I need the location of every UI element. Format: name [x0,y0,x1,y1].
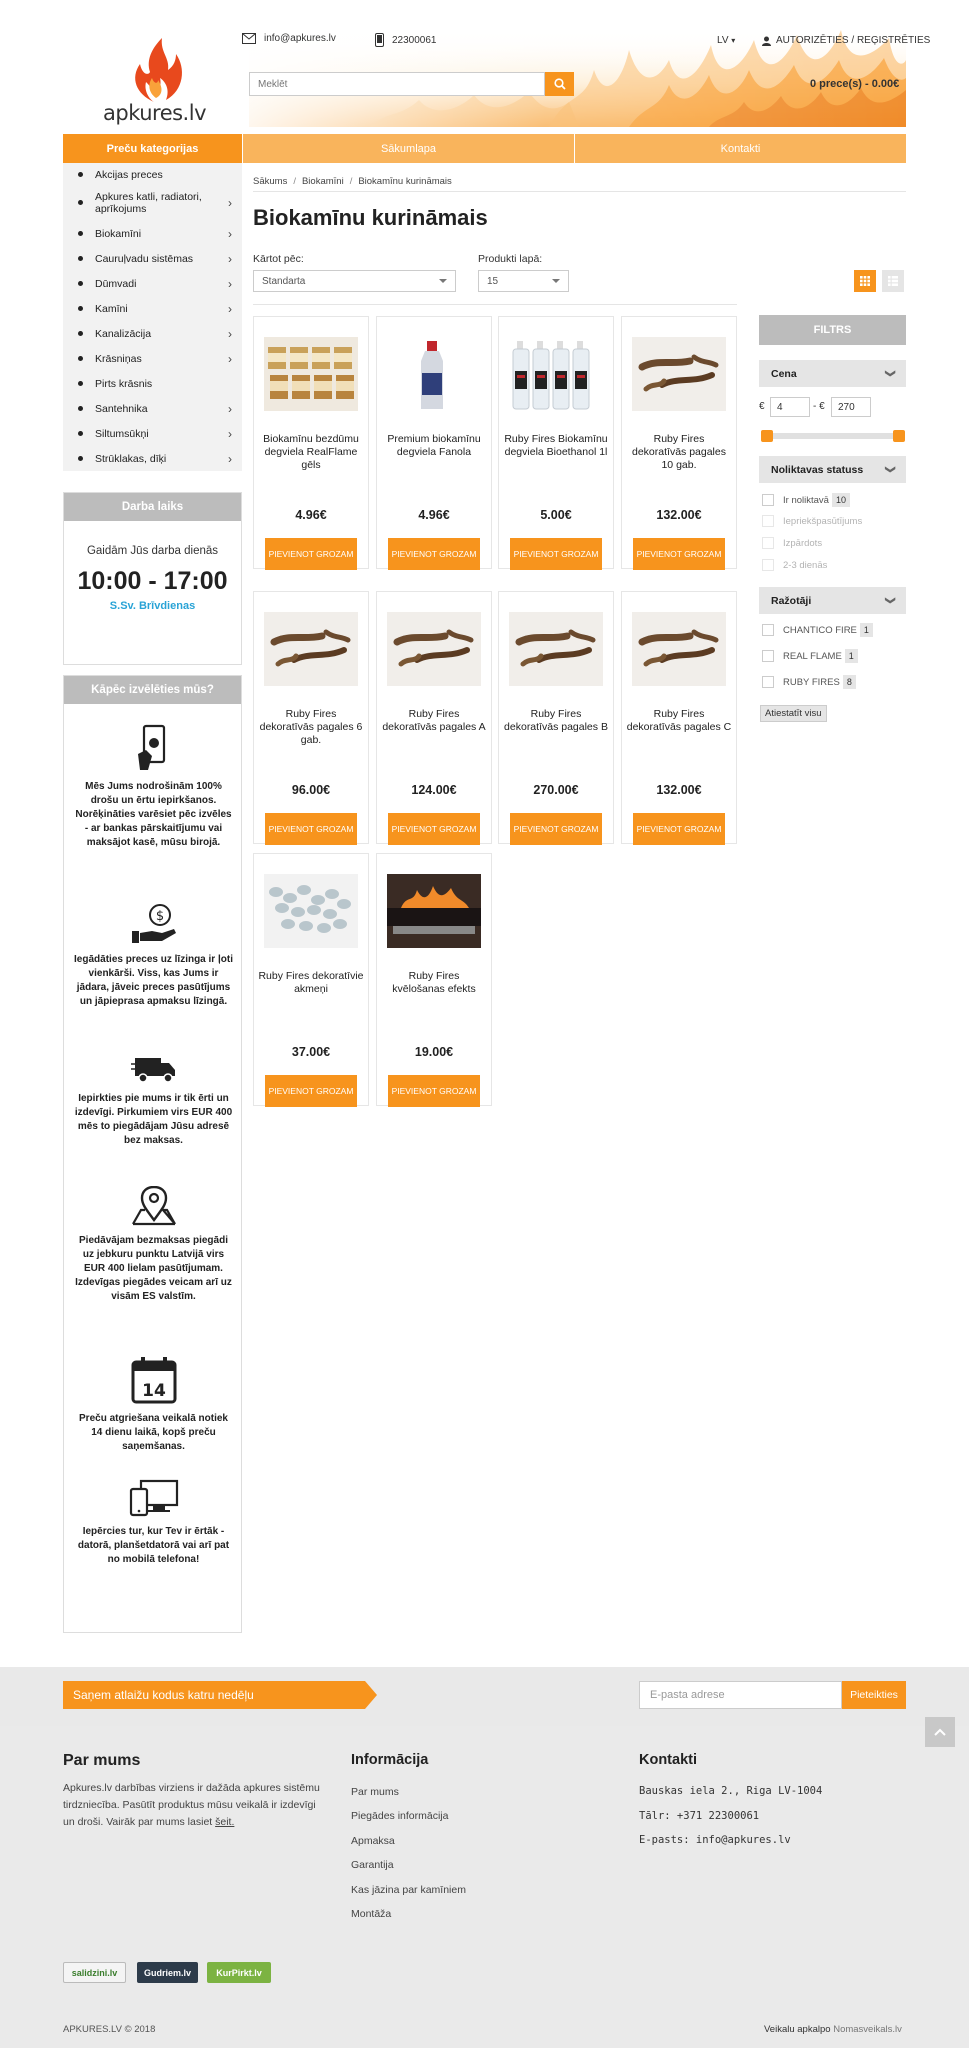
divider [253,191,906,192]
add-to-cart-button[interactable]: PIEVIENOT GROZAM [510,538,602,570]
product-price: 270.00€ [533,783,579,797]
footer [0,1726,969,2048]
filter-stock-label: Noliktavas statuss [771,463,864,476]
footer-about-body: Apkures.lv darbības virziens ir dažāda apkures sistēmu tirdzniecība. Pasūtīt produktus mūsu veikalā ir izdevīgi un droši. Vairāk par mums lasiet [63,1782,320,1828]
product-image[interactable] [264,337,358,411]
user-icon [762,36,771,46]
product-image[interactable] [387,874,481,948]
filter-panel [759,315,906,345]
caret-down-icon [439,279,447,283]
hours-weekend: S.Sv. Brīvdienas [109,600,196,612]
chevron-down-icon: ❯ [884,596,896,605]
breadcrumb [253,176,452,187]
filter-stock-header[interactable] [759,456,906,483]
add-to-cart-button[interactable]: PIEVIENOT GROZAM [388,538,480,570]
product-price: 132.00€ [656,508,702,522]
breadcrumb-separator: / [293,176,296,187]
product-image[interactable] [632,337,726,411]
add-to-cart-button[interactable]: PIEVIENOT GROZAM [633,538,725,570]
footer-phone[interactable]: Tālr: +371 22300061 [639,1810,760,1822]
header-email-text: info@apkures.lv [264,33,336,44]
checkbox [762,559,774,571]
sidebar [63,163,242,471]
add-to-cart-button[interactable]: PIEVIENOT GROZAM [265,538,357,570]
badge-kurpirkt[interactable]: KurPirkt.lv [207,1962,271,1983]
filter-count: 10 [832,493,850,507]
why-item [64,903,243,1009]
product-name[interactable]: Ruby Fires dekoratīvie akmeņi [258,970,364,995]
sidebar-category-label: Siltumsūkņi [95,427,149,440]
sidebar-category-item[interactable] [63,184,242,221]
why-text: Preču atgriešana veikalā notiek 14 dienu laikā, kopš preču saņemšanas. [79,1413,228,1452]
price-slider-track[interactable] [764,433,902,439]
sort-value: Standarta [262,275,306,287]
product-name[interactable]: Ruby Fires dekoratīvās pagales 10 gab. [632,433,726,471]
why-text: Iepērcies tur, kur Tev ir ērtāk - datorā, planšetdatorā vai arī pat no mobilā telefona! [77,1526,230,1565]
envelope-icon [242,33,256,44]
badge-salidzini[interactable]: salidzini.lv [63,1962,126,1983]
add-to-cart-button[interactable]: PIEVIENOT GROZAM [265,1075,357,1107]
filter-maker-option[interactable] [762,623,873,637]
why-item [64,1186,243,1304]
list-icon [888,276,898,286]
filter-stock-option [762,537,822,549]
product-image[interactable] [387,612,481,686]
why-text: Mēs Jums nodrošinām 100% drošu un ērtu iepirkšanos. Norēķināties varēsiet pēc izvēles - ar bankas pārskaitījumu vai maksājot kasē, mūsu birojā. [75,781,232,848]
price-max-input[interactable]: 270 [831,397,871,417]
checkbox[interactable] [762,650,774,662]
calendar-number: 14 [141,1381,166,1401]
chevron-up-icon [934,1728,946,1736]
filter-maker-option[interactable] [762,649,858,663]
footer-address: Bauskas iela 2., Riga LV-1004 [639,1785,823,1797]
footer-info-link[interactable]: Montāža [351,1908,392,1920]
product-card[interactable] [253,316,369,569]
footer-info-link[interactable]: Piegādes informācija [351,1810,449,1823]
product-name[interactable]: Ruby Fires dekoratīvās pagales B [504,708,608,733]
product-card[interactable] [376,853,492,1106]
badge-gudriem[interactable]: Gudriem.lv [137,1962,198,1983]
flame-logo-icon [96,34,212,104]
sidebar-category-item[interactable] [63,371,242,396]
product-card[interactable] [621,591,737,844]
product-name[interactable]: Ruby Fires dekoratīvās pagales C [626,708,732,733]
mobile-phone-icon [375,33,384,47]
sidebar-category-label: Krāsniņas [95,352,142,365]
filter-count: 1 [845,649,858,663]
filter-price-section [759,360,906,387]
per-page-label: Produkti lapā: [478,253,543,265]
product-price: 4.96€ [418,508,450,522]
checkbox [762,537,774,549]
filter-stock-label: Iepriekšpasūtījums [783,515,863,527]
footer-about-link[interactable]: šeit. [215,1816,235,1828]
money-hand-icon [130,903,178,945]
footer-powered-label: Veikalu apkalpo [764,2024,831,2035]
caret-down-icon [552,279,560,283]
sidebar-category-label: Akcijas preces [95,168,163,181]
sidebar-category-item[interactable] [63,396,242,421]
why-item [64,1356,243,1454]
map-pin-icon [131,1186,177,1226]
chevron-right-icon: › [228,226,232,241]
grid-view-button[interactable] [854,270,876,292]
filter-price-header[interactable] [759,360,906,387]
product-name[interactable]: Ruby Fires dekoratīvās pagales 6 gab. [259,708,363,746]
filter-reset-button[interactable]: Atiestatīt visu [760,705,827,722]
sidebar-category-label: Cauruļvadu sistēmas [95,252,194,265]
search-button[interactable] [545,72,574,96]
product-price: 132.00€ [656,783,702,797]
product-card[interactable] [621,316,737,569]
filter-maker-label: REAL FLAME [783,650,842,662]
footer-copyright: APKURES.LV © 2018 [63,2024,156,2035]
language-selector[interactable] [717,35,735,46]
per-page-select[interactable] [478,270,569,292]
add-to-cart-button[interactable]: PIEVIENOT GROZAM [388,813,480,845]
product-name[interactable]: Biokamīnu bezdūmu degviela RealFlame gēls [263,433,359,471]
sidebar-category-item[interactable] [63,296,242,321]
breadcrumb-separator: / [349,176,353,187]
truck-icon [131,1056,177,1084]
nav-categories[interactable]: Preču kategorijas [63,134,242,163]
why-title: Kāpēc izvēlēties mūs? [64,676,241,704]
product-image[interactable] [509,612,603,686]
svg-text:$: $ [155,909,164,924]
list-view-button[interactable] [882,270,904,292]
chevron-right-icon: › [228,326,232,341]
why-text: Piedāvājam bezmaksas piegādi uz jebkuru punktu Latvijā virs EUR 400 lielam pasūtījumam. Izdevīgas piegādes veicam arī uz visām ES valstīm. [75,1235,232,1302]
nav-item-contacts[interactable]: Kontakti [574,134,906,163]
product-price: 5.00€ [540,508,572,522]
search-icon [554,78,566,90]
footer-info-title: Informācija [351,1752,429,1768]
header-email[interactable] [242,33,336,44]
product-card[interactable] [376,316,492,569]
chevron-right-icon: › [228,301,232,316]
why-box [63,675,242,1633]
add-to-cart-button[interactable]: PIEVIENOT GROZAM [388,1075,480,1107]
sidebar-category-item[interactable] [63,321,242,346]
sort-select[interactable] [253,270,456,292]
hours-box [63,492,242,665]
sidebar-category-item[interactable] [63,221,242,246]
newsletter-text: Saņem atlaižu kodus katru nedēļu [73,1688,254,1702]
search-bar [249,72,574,96]
product-price: 124.00€ [411,783,457,797]
footer-powered-link[interactable]: Nomasveikals.lv [833,2024,902,2035]
filter-stock-option [762,559,827,571]
chevron-down-icon: ❯ [884,369,896,378]
price-slider-min-handle[interactable] [761,430,773,442]
search-input[interactable] [249,72,545,96]
add-to-cart-button[interactable]: PIEVIENOT GROZAM [265,813,357,845]
why-item [64,1056,243,1148]
checkbox [762,515,774,527]
sidebar-category-label: Santehnika [95,402,148,415]
calendar-icon [131,1356,177,1404]
checkbox[interactable] [762,676,774,688]
filter-stock-label: 2-3 dienās [783,559,828,571]
product-price: 37.00€ [291,1045,331,1059]
footer-about-text [63,1780,328,1831]
filter-stock-option [762,515,862,527]
product-image[interactable] [632,612,726,686]
why-item [64,724,243,850]
category-list [63,163,242,471]
caret-down-icon: ▾ [731,36,736,45]
sidebar-category-item[interactable] [63,421,242,446]
sidebar-category-item[interactable] [63,271,242,296]
sidebar-category-label: Kanalizācija [95,327,152,340]
price-min-input[interactable]: 4 [770,397,810,417]
why-item [64,1479,243,1567]
grid-icon [860,276,870,286]
price-slider-max-handle[interactable] [893,430,905,442]
checkbox[interactable] [762,494,774,506]
sidebar-category-item[interactable] [63,346,242,371]
filter-maker-option[interactable] [762,675,856,689]
divider [253,304,737,305]
chevron-right-icon: › [228,451,232,466]
price-range-separator: - € [813,401,825,412]
scroll-to-top-button[interactable] [925,1717,955,1747]
newsletter-email-input[interactable]: E-pasta adrese [639,1681,842,1709]
hours-title: Darba laiks [64,493,241,521]
chevron-down-icon: ❯ [884,465,896,474]
chevron-right-icon: › [228,351,232,366]
product-card[interactable] [253,591,369,844]
sort-label: Kārtot pēc: [253,253,304,265]
auth-label: AUTORIZĒTIES / REĢISTRĒTIES [776,35,931,46]
chevron-right-icon: › [228,276,232,291]
product-card[interactable] [376,591,492,844]
main-nav [63,134,906,163]
header-phone-text: 22300061 [392,34,437,46]
filter-stock-label: Ir noliktavā [783,494,829,506]
currency-symbol: € [759,401,765,412]
product-price: 19.00€ [414,1045,454,1059]
product-name[interactable]: Premium biokamīnu degviela Fanola [387,433,481,458]
filter-maker-label: CHANTICO FIRE [783,624,857,636]
footer-info-link[interactable]: Par mums [351,1786,399,1798]
filter-title: FILTRS [759,315,906,345]
chevron-right-icon: › [228,251,232,266]
filter-stock-section [759,456,906,483]
product-image[interactable] [387,337,481,411]
filter-maker-header[interactable] [759,587,906,614]
sidebar-category-label: Pirts krāsnis [95,377,153,390]
sidebar-category-label: Apkures katli, radiatori, aprīkojums [95,190,202,215]
filter-stock-label: Izpārdots [783,537,823,549]
nav-item-home[interactable]: Sākumlapa [242,134,574,163]
logo-text[interactable]: apkures.lv [103,101,206,125]
why-text: Iegādāties preces uz līzinga ir ļoti vienkārši. Viss, kas Jums ir jādara, jāveic preces pasūtījums un jāpieprasa apmaksu līzingā. [74,954,233,1007]
footer-info-link[interactable]: Apmaksa [351,1834,395,1847]
chevron-right-icon: › [228,195,232,210]
product-name[interactable]: Ruby Fires kvēlošanas efekts [392,970,476,995]
auth-link[interactable] [762,35,930,46]
breadcrumb-home[interactable]: Sākums [253,176,288,187]
per-page-value: 15 [487,275,499,287]
why-text: Iepirkties pie mums ir tik ērti un izdevīgi. Pirkumiem virs EUR 400 mēs to piegādājam Jūsu adresē bez maksas. [74,1093,233,1146]
footer-contact-title: Kontakti [639,1752,697,1768]
hours-time: 10:00 - 17:00 [77,567,228,595]
product-image[interactable] [264,612,358,686]
footer-powered [764,2024,902,2035]
product-card[interactable] [253,853,369,1106]
footer-email[interactable]: E-pasts: info@apkures.lv [639,1834,791,1846]
filter-maker-label: RUBY FIRES [783,676,840,688]
sidebar-category-label: Strūklakas, dīķi [95,452,167,465]
add-to-cart-button[interactable]: PIEVIENOT GROZAM [510,813,602,845]
sidebar-category-label: Kamīni [95,302,128,315]
header-phone[interactable] [375,33,437,47]
checkbox[interactable] [762,624,774,636]
devices-icon [129,1479,179,1517]
hours-line1: Gaidām Jūs darba dienās [86,545,219,557]
product-name[interactable]: Ruby Fires dekoratīvās pagales A [382,708,486,733]
chevron-right-icon: › [228,426,232,441]
product-price: 96.00€ [291,783,331,797]
sidebar-category-item[interactable] [63,165,242,184]
sidebar-category-label: Dūmvadi [95,277,137,290]
language-label: LV [717,35,729,46]
filter-maker-label: Ražotāji [771,594,812,607]
breadcrumb-current: Biokamīnu kurināmais [358,176,452,187]
footer-info-link[interactable]: Kas jāzina par kamīniem [351,1883,466,1896]
add-to-cart-button[interactable]: PIEVIENOT GROZAM [633,813,725,845]
newsletter-subscribe-button[interactable]: Pieteikties [842,1681,906,1709]
filter-count: 8 [843,675,856,689]
page-title: Biokamīnu kurināmais [253,205,488,230]
product-card[interactable] [498,316,614,569]
product-name[interactable]: Ruby Fires Biokamīnu degviela Bioethanol 1l [504,433,608,458]
filter-stock-option[interactable] [762,493,850,507]
footer-about-title: Par mums [63,1752,141,1769]
sidebar-category-item[interactable] [63,246,242,271]
product-price: 4.96€ [295,508,327,522]
sidebar-category-item[interactable] [63,446,242,471]
filter-maker-section [759,587,906,614]
chevron-right-icon: › [228,401,232,416]
sidebar-category-label: Biokamīni [95,227,142,240]
filter-count: 1 [860,623,873,637]
breadcrumb-biokamini[interactable]: Biokamīni [301,176,344,187]
cart-summary[interactable]: 0 prece(s) - 0.00€ [810,78,900,90]
footer-info-link[interactable]: Garantija [351,1859,394,1872]
phone-pay-icon [136,724,172,772]
product-card[interactable] [498,591,614,844]
product-image[interactable] [509,337,603,411]
filter-price-label: Cena [771,367,797,380]
product-image[interactable] [264,874,358,948]
